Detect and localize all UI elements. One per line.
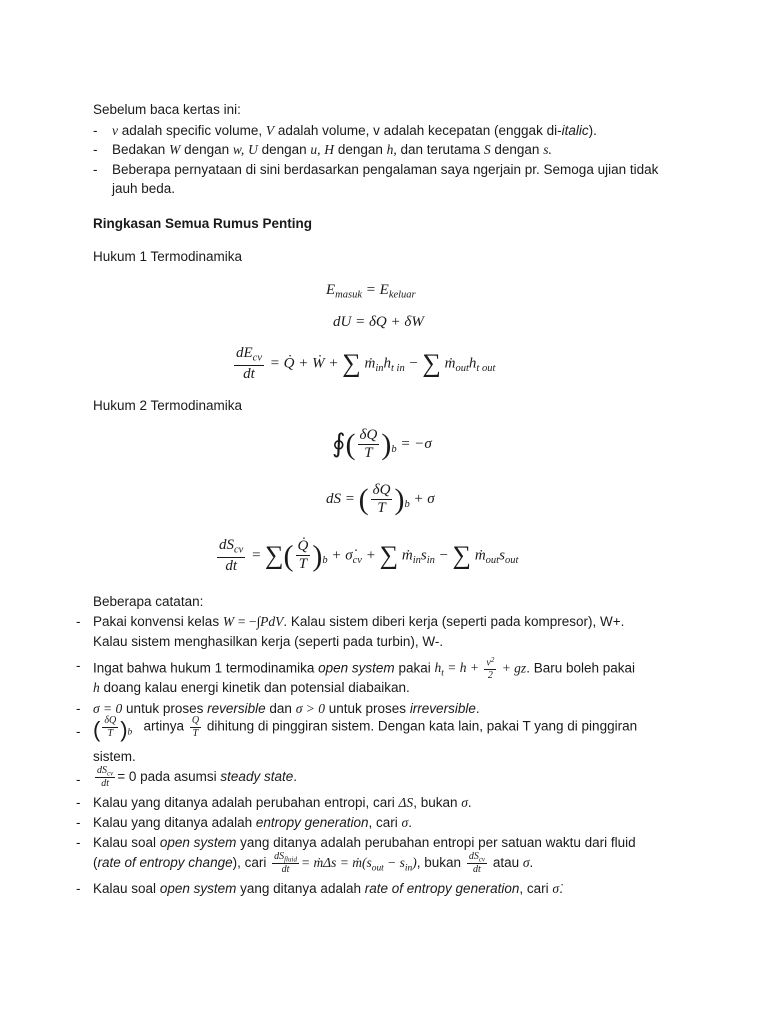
law1-title: Hukum 1 Termodinamika <box>93 249 243 264</box>
intro-bullet-1: v adalah specific volume, V adalah volume, v adalah kecepatan (enggak di-italic). <box>112 123 597 138</box>
note-8-line-2: (rate of entropy change), cari $\frac{dS_{fluid}}{dt}$ = ṁΔs = $ṁ(s_{out} - s_{in})$, bukan $\frac{dS_{cv}}{dt}$ atau σ. <box>93 851 534 876</box>
intro-bullet-3-line-1: Beberapa pernyataan di sini berdasarkan pengalaman saya ngerjain pr. Semoga ujian tidak <box>112 162 659 177</box>
note-8-line-1: Kalau soal open system yang ditanya adalah perubahan entropi per satuan waktu dari fluid <box>93 835 636 850</box>
bullet-dash: - <box>76 815 81 830</box>
law1-eq3: $\frac{dE_{cv}}{dt}$ = Q̇ + Ẇ + ∑ $ṁ_{in}h_{t in}$ − ∑ $ṁ_{out}h_{t out}$ <box>236 345 496 382</box>
note-1-line-2: Kalau sistem menghasilkan kerja (seperti pada turbin), W-. <box>93 634 444 649</box>
bullet-dash: - <box>76 724 81 739</box>
law1-eq2: dU = δQ + δW <box>333 314 424 330</box>
note-1-line-1: Pakai konvensi kelas W = −∫PdV. Kalau sistem diberi kerja (seperti pada kompresor), W+. <box>93 614 625 629</box>
bullet-dash: - <box>76 772 81 787</box>
note-6: Kalau yang ditanya adalah perubahan entropi, cari ΔS, bukan σ. <box>93 795 472 810</box>
note-3: σ = 0 untuk proses reversible dan σ > 0 untuk proses irreversible. <box>93 701 480 716</box>
note-2-line-1: Ingat bahwa hukum 1 termodinamika open system pakai $h_t = h$ + $\frac{v^2}{2}$ + gz. Baru boleh pakai <box>93 656 636 681</box>
law2-eq2: dS = ( $\frac{\delta Q}{T}$ )$_b + \sigma$ <box>326 482 435 517</box>
bullet-dash: - <box>76 881 81 896</box>
bullet-dash: - <box>76 701 81 716</box>
note-4-line-2: sistem. <box>93 749 136 764</box>
bullet-dash: - <box>93 123 98 138</box>
intro-bullet-2: Bedakan W dengan w, U dengan u, H dengan h, dan terutama S dengan s. <box>112 142 552 157</box>
notes-heading: Beberapa catatan: <box>93 594 204 609</box>
intro-bullet-3-line-2: jauh beda. <box>112 181 176 196</box>
note-5: $\frac{dS_{cv}}{dt}$ = 0 pada asumsi steady state. <box>97 765 297 790</box>
law2-eq3: $\frac{dS_{cv}}{dt}$ = ∑( $\frac{Q̇}{T}$ )$_b$ + $\sigmȧ_{cv}$ + ∑ $ṁ_{in}s_{in}$ − ∑ $ṁ_{out}s_{out}$ <box>219 537 519 574</box>
note-2-line-2: h doang kalau energi kinetik dan potensial diabaikan. <box>93 680 410 695</box>
intro-heading: Sebelum baca kertas ini: <box>93 102 241 117</box>
law2-title: Hukum 2 Termodinamika <box>93 398 243 413</box>
law2-eq1: ∮( $\frac{\delta Q}{T}$ )$_b = -\sigma$ <box>332 427 432 462</box>
bullet-dash: - <box>93 162 98 177</box>
note-4-line-1: ( $\frac{\delta Q}{T}$ )$_b$ artinya $\frac{Q}{T}$ dihitung di pinggiran sistem. Dengan kata lain, pakai T yang di pinggiran <box>93 715 638 742</box>
note-7: Kalau yang ditanya adalah entropy generation, cari σ. <box>93 815 412 830</box>
bullet-dash: - <box>93 142 98 157</box>
bullet-dash: - <box>76 835 81 850</box>
summary-title: Ringkasan Semua Rumus Penting <box>93 216 313 231</box>
note-9: Kalau soal open system yang ditanya adalah rate of entropy generation, cari σ̇. <box>93 881 563 896</box>
bullet-dash: - <box>76 614 81 629</box>
bullet-dash: - <box>76 658 81 673</box>
bullet-dash: - <box>76 795 81 810</box>
law1-eq1: $E_{masuk} = E_{keluar}$ <box>326 282 416 301</box>
